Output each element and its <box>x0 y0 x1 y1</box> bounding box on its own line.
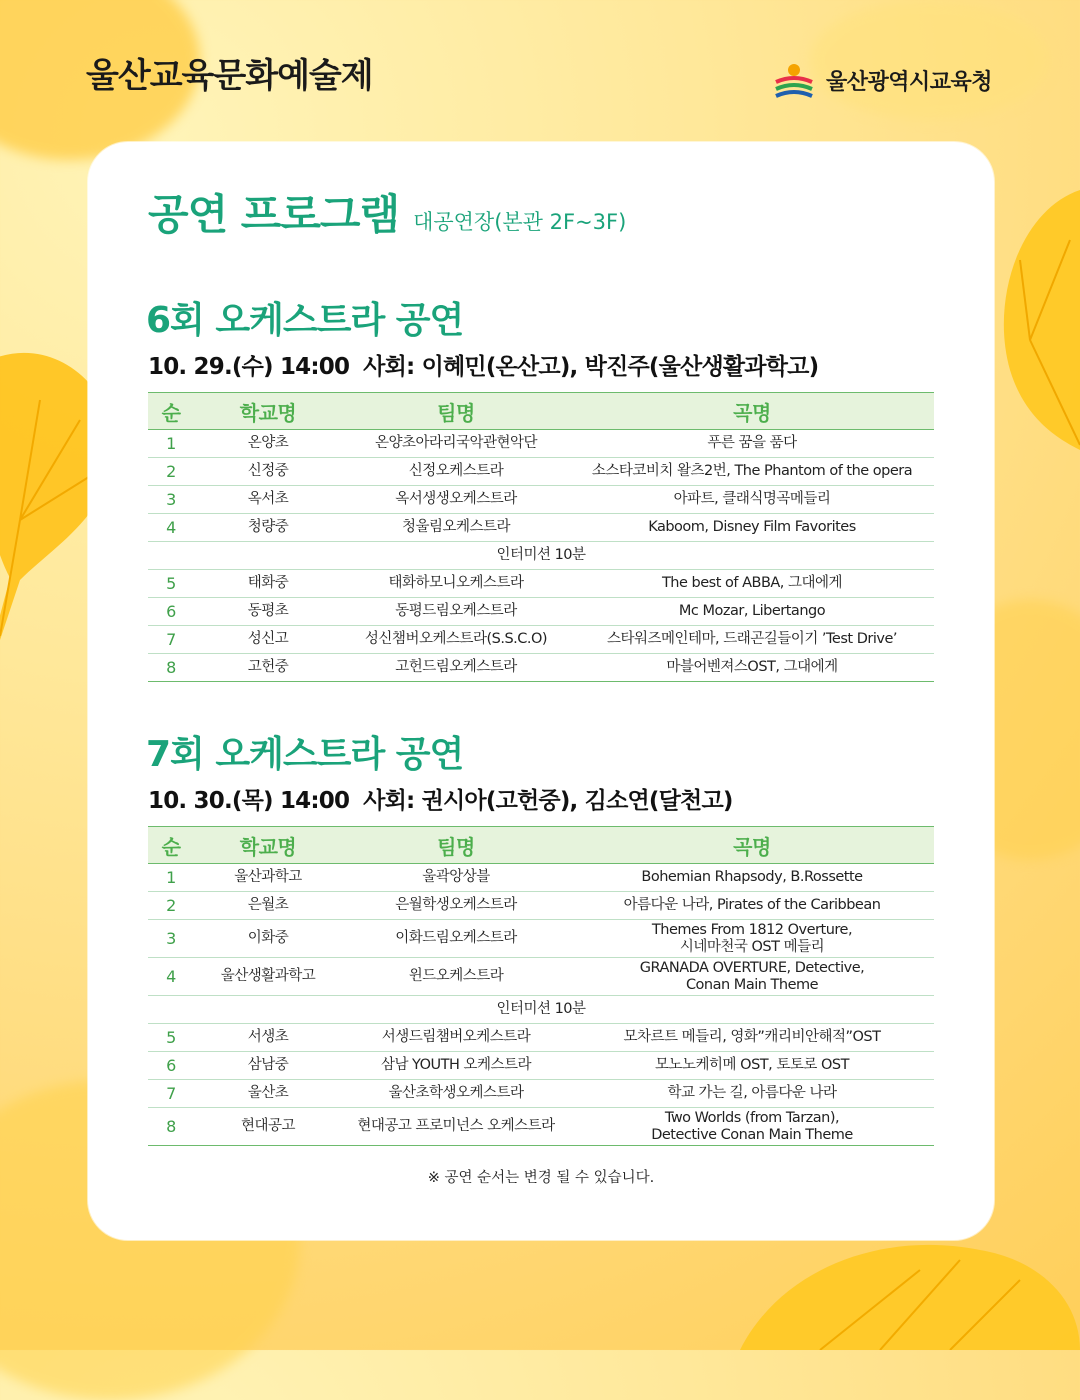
row-number: 7 <box>148 626 194 654</box>
song-title: Two Worlds (from Tarzan), Detective Conan Main Theme <box>570 1108 934 1146</box>
song-title: Themes From 1812 Overture, 시네마천국 OST 메들리 <box>570 920 934 958</box>
intermission-row <box>148 542 934 570</box>
school-name: 울산과학고 <box>194 864 342 892</box>
session-host: 사회: 권시아(고헌중), 김소연(달천고) <box>363 788 733 814</box>
row-number: 4 <box>148 958 194 996</box>
team-name: 성신챔버오케스트라(S.S.C.O) <box>342 626 570 654</box>
school-name: 동평초 <box>194 598 342 626</box>
school-name: 청량중 <box>194 514 342 542</box>
table-row <box>148 1080 934 1108</box>
table-row <box>148 1024 934 1052</box>
intermission-label: 인터미션 10분 <box>148 542 934 570</box>
song-title: 아름다운 나라, Pirates of the Caribbean <box>570 892 934 920</box>
row-number: 8 <box>148 654 194 682</box>
row-number: 7 <box>148 1080 194 1108</box>
school-name: 고헌중 <box>194 654 342 682</box>
column-header: 학교명 <box>194 393 342 430</box>
table-row <box>148 626 934 654</box>
education-office-emblem-icon <box>772 62 816 98</box>
ginkgo-leaf-icon <box>720 1230 1080 1350</box>
row-number: 2 <box>148 458 194 486</box>
column-header: 곡명 <box>570 393 934 430</box>
song-title: 모노노케히메 OST, 토토로 OST <box>570 1052 934 1080</box>
table-row <box>148 1052 934 1080</box>
school-name: 서생초 <box>194 1024 342 1052</box>
school-name: 이화중 <box>194 920 342 958</box>
row-number: 3 <box>148 486 194 514</box>
row-number: 6 <box>148 1052 194 1080</box>
team-name: 태화하모니오케스트라 <box>342 570 570 598</box>
session-title: 7회 오케스트라 공연 <box>146 734 464 775</box>
team-name: 동평드림오케스트라 <box>342 598 570 626</box>
festival-logo-text: 울산교육문화예술제 <box>86 56 373 96</box>
table-row <box>148 570 934 598</box>
column-header: 팀명 <box>342 393 570 430</box>
team-name: 청울림오케스트라 <box>342 514 570 542</box>
team-name: 온양초아라리국악관현악단 <box>342 430 570 458</box>
team-name: 울곽앙상블 <box>342 864 570 892</box>
song-title: 모차르트 메들리, 영화”캐리비안해적”OST <box>570 1024 934 1052</box>
background-glow <box>810 0 1050 120</box>
education-office-logo <box>772 62 992 98</box>
song-title: 마블어벤져스OST, 그대에게 <box>570 654 934 682</box>
school-name: 성신고 <box>194 626 342 654</box>
program-venue: 대공연장(본관 2F~3F) <box>413 210 627 234</box>
team-name: 은월학생오케스트라 <box>342 892 570 920</box>
school-name: 현대공고 <box>194 1108 342 1146</box>
program-table <box>148 826 934 1146</box>
column-header: 곡명 <box>570 827 934 864</box>
school-name: 삼남중 <box>194 1052 342 1080</box>
program-title: 공연 프로그램 <box>148 190 400 239</box>
program-card <box>88 142 994 1240</box>
row-number: 5 <box>148 1024 194 1052</box>
session-rows <box>148 430 934 682</box>
song-title: 학교 가는 길, 아름다운 나라 <box>570 1080 934 1108</box>
session-info <box>148 782 733 815</box>
song-title: The best of ABBA, 그대에게 <box>570 570 934 598</box>
team-name: 이화드림오케스트라 <box>342 920 570 958</box>
column-header: 순 <box>148 827 194 864</box>
school-name: 신정중 <box>194 458 342 486</box>
song-title: GRANADA OVERTURE, Detective, Conan Main Theme <box>570 958 934 996</box>
team-name: 고헌드림오케스트라 <box>342 654 570 682</box>
ginkgo-leaf-icon <box>990 180 1080 480</box>
row-number: 4 <box>148 514 194 542</box>
school-name: 울산생활과학고 <box>194 958 342 996</box>
row-number: 3 <box>148 920 194 958</box>
school-name: 울산초 <box>194 1080 342 1108</box>
row-number: 6 <box>148 598 194 626</box>
table-row <box>148 654 934 682</box>
team-name: 옥서생생오케스트라 <box>342 486 570 514</box>
row-number: 8 <box>148 1108 194 1146</box>
column-header: 학교명 <box>194 827 342 864</box>
table-row <box>148 514 934 542</box>
school-name: 은월초 <box>194 892 342 920</box>
schedule-note: ※ 공연 순서는 변경 될 수 있습니다. <box>427 1170 655 1186</box>
team-name: 신정오케스트라 <box>342 458 570 486</box>
song-title: 소스타코비치 왈츠2번, The Phantom of the opera <box>570 458 934 486</box>
session-rows <box>148 864 934 1146</box>
team-name: 삼남 YOUTH 오케스트라 <box>342 1052 570 1080</box>
session-datetime: 10. 29.(수) 14:00 <box>148 354 350 380</box>
school-name: 태화중 <box>194 570 342 598</box>
song-title: 아파트, 클래식명곡메들리 <box>570 486 934 514</box>
school-name: 온양초 <box>194 430 342 458</box>
session-info <box>148 348 818 381</box>
row-number: 1 <box>148 430 194 458</box>
row-number: 1 <box>148 864 194 892</box>
table-row <box>148 958 934 996</box>
table-header-row <box>148 393 934 430</box>
table-row <box>148 458 934 486</box>
intermission-label: 인터미션 10분 <box>148 996 934 1024</box>
song-title: 스타워즈메인테마, 드래곤길들이기 ’Test Drive’ <box>570 626 934 654</box>
table-row <box>148 430 934 458</box>
song-title: Mc Mozar, Libertango <box>570 598 934 626</box>
school-name: 옥서초 <box>194 486 342 514</box>
song-title: Kaboom, Disney Film Favorites <box>570 514 934 542</box>
team-name: 현대공고 프로미넌스 오케스트라 <box>342 1108 570 1146</box>
education-office-name: 울산광역시교육청 <box>825 69 992 95</box>
table-row <box>148 486 934 514</box>
table-row <box>148 864 934 892</box>
team-name: 서생드림챔버오케스트라 <box>342 1024 570 1052</box>
program-header <box>148 182 626 242</box>
column-header: 순 <box>148 393 194 430</box>
program-table <box>148 392 934 682</box>
intermission-row <box>148 996 934 1024</box>
team-name: 윈드오케스트라 <box>342 958 570 996</box>
session-title: 6회 오케스트라 공연 <box>146 300 464 341</box>
song-title: Bohemian Rhapsody, B.Rossette <box>570 864 934 892</box>
row-number: 5 <box>148 570 194 598</box>
column-header: 팀명 <box>342 827 570 864</box>
table-row <box>148 892 934 920</box>
row-number: 2 <box>148 892 194 920</box>
festival-logo <box>86 48 373 97</box>
table-row <box>148 598 934 626</box>
team-name: 울산초학생오케스트라 <box>342 1080 570 1108</box>
table-header-row <box>148 827 934 864</box>
song-title: 푸른 꿈을 품다 <box>570 430 934 458</box>
session-datetime: 10. 30.(목) 14:00 <box>148 788 350 814</box>
table-row <box>148 920 934 958</box>
table-row <box>148 1108 934 1146</box>
session-host: 사회: 이혜민(온산고), 박진주(울산생활과학고) <box>363 354 819 380</box>
